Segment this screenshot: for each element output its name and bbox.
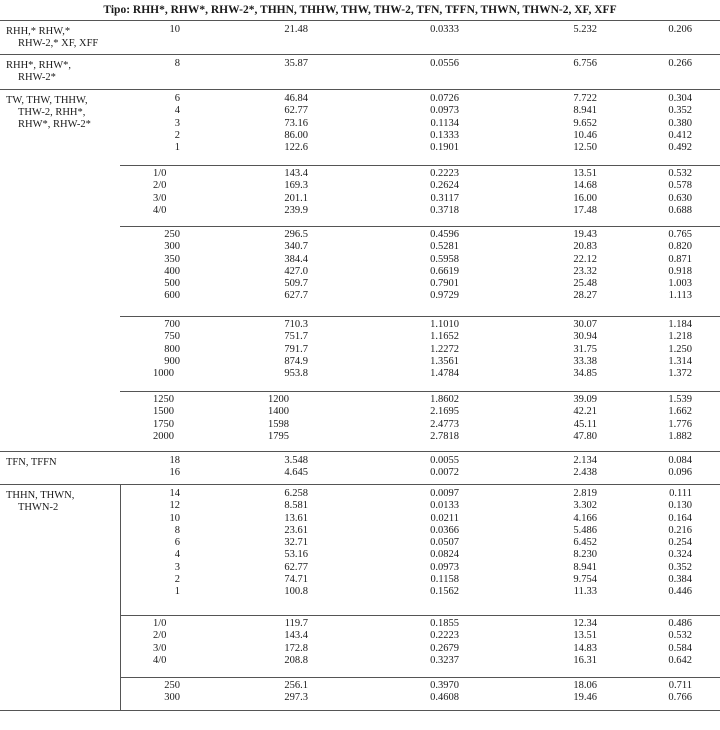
table-row [0, 319, 720, 331]
size-cell: 14 [169, 488, 180, 499]
diameter-mm-cell: 14.68 [573, 180, 597, 192]
table-row [0, 93, 720, 105]
size-cell: 350 [164, 253, 180, 265]
size-cell: 4/0 [153, 204, 167, 216]
diameter-mm-cell: 9.652 [573, 117, 597, 129]
diameter-in-cell: 0.532 [668, 168, 692, 179]
diameter-mm-cell: 18.06 [573, 680, 597, 691]
table-row [0, 130, 720, 142]
size-cell: 16 [169, 467, 180, 479]
diameter-mm-cell: 28.27 [573, 290, 597, 302]
diameter-in-cell: 0.630 [668, 192, 692, 204]
area-mm2-cell: 62.77 [284, 105, 308, 117]
diameter-mm-cell: 8.941 [573, 105, 597, 117]
size-cell: 8 [174, 58, 180, 69]
area-in2-cell: 0.2223 [430, 630, 459, 642]
area-mm2-cell: 53.16 [284, 549, 308, 561]
area-mm2-cell: 119.7 [284, 618, 308, 629]
diameter-in-cell: 1.003 [668, 278, 692, 289]
conductor-type-line: RHW*, RHW-2* [18, 119, 91, 130]
area-in2-cell: 0.3718 [430, 204, 459, 216]
area-in2-cell: 0.0973 [430, 105, 459, 117]
area-mm2-cell: 143.4 [284, 168, 308, 179]
conductor-type-line: THHN, THWN, [6, 490, 75, 501]
diameter-mm-cell: 16.00 [573, 192, 597, 204]
table-row [0, 254, 720, 266]
diameter-mm-cell: 20.83 [573, 241, 597, 253]
diameter-in-cell: 0.871 [668, 253, 692, 265]
area-mm2-cell: 427.0 [284, 265, 308, 277]
diameter-mm-cell: 33.38 [573, 355, 597, 367]
area-in2-cell: 0.7901 [430, 278, 459, 289]
area-in2-cell: 0.4608 [430, 692, 459, 704]
conductor-group [0, 21, 720, 55]
table-row [0, 24, 720, 36]
area-mm2-cell: 23.61 [284, 524, 308, 536]
table-header: Tipo: RHH*, RHW*, RHW-2*, THHN, THHW, THW, THW-2, TFN, TFFN, THWN, THWN-2, XF, XFF [0, 0, 720, 21]
diameter-in-cell: 0.642 [668, 654, 692, 666]
size-cell: 1 [174, 586, 180, 597]
table-row [0, 586, 720, 598]
table-row [0, 455, 720, 467]
area-mm2-cell: 35.87 [284, 58, 308, 69]
table-row [0, 118, 720, 130]
area-in2-cell: 0.0726 [430, 93, 459, 104]
diameter-mm-cell: 3.302 [573, 500, 597, 512]
subgroup-divider [120, 316, 720, 317]
diameter-mm-cell: 2.438 [573, 467, 597, 479]
diameter-mm-cell: 6.452 [573, 537, 597, 548]
diameter-in-cell: 0.688 [668, 204, 692, 216]
table-row [0, 356, 720, 368]
diameter-mm-cell: 34.85 [573, 368, 597, 379]
table-row [0, 680, 720, 692]
table-row [0, 500, 720, 512]
conductor-type-line: RHW-2,* XF, XFF [18, 38, 99, 49]
area-in2-cell: 1.1652 [430, 331, 459, 343]
area-mm2-cell: 201.1 [284, 192, 308, 204]
area-in2-cell: 1.1010 [430, 319, 459, 330]
table-row [0, 431, 720, 443]
size-cell: 1250 [153, 394, 174, 405]
table-row [0, 618, 720, 630]
size-cell: 10 [169, 512, 180, 524]
diameter-in-cell: 0.384 [668, 573, 692, 585]
diameter-in-cell: 0.164 [668, 512, 692, 524]
area-in2-cell: 0.1901 [430, 142, 459, 153]
size-cell: 1000 [153, 368, 174, 379]
table-row [0, 180, 720, 192]
area-in2-cell: 0.2223 [430, 168, 459, 179]
area-in2-cell: 0.3237 [430, 654, 459, 666]
table-row [0, 655, 720, 667]
diameter-mm-cell: 19.46 [573, 692, 597, 704]
area-mm2-cell: 32.71 [284, 537, 308, 548]
area-in2-cell: 0.0211 [430, 512, 459, 524]
diameter-in-cell: 1.882 [668, 430, 692, 442]
subgroup-divider [120, 391, 720, 392]
diameter-mm-cell: 2.819 [573, 488, 597, 499]
area-mm2-cell: 1400 [268, 406, 289, 418]
subgroup-divider [120, 677, 720, 678]
size-cell: 10 [169, 24, 180, 35]
table-row [0, 394, 720, 406]
table-row [0, 562, 720, 574]
area-in2-cell: 0.3970 [430, 680, 459, 691]
diameter-mm-cell: 8.230 [573, 549, 597, 561]
diameter-in-cell: 1.776 [668, 418, 692, 430]
area-in2-cell: 0.1134 [430, 117, 459, 129]
table-row [0, 142, 720, 154]
size-cell: 18 [169, 455, 180, 466]
diameter-mm-cell: 13.51 [573, 630, 597, 642]
area-mm2-cell: 62.77 [284, 561, 308, 573]
conductor-type-line: RHH,* RHW,* [6, 26, 71, 37]
area-in2-cell: 0.0556 [430, 58, 459, 69]
area-mm2-cell: 874.9 [284, 355, 308, 367]
size-cell: 6 [174, 537, 180, 548]
diameter-in-cell: 1.184 [668, 319, 692, 330]
area-mm2-cell: 509.7 [284, 278, 308, 289]
diameter-mm-cell: 19.43 [573, 229, 597, 240]
diameter-mm-cell: 12.34 [573, 618, 597, 629]
diameter-in-cell: 1.539 [668, 394, 692, 405]
diameter-in-cell: 0.446 [668, 586, 692, 597]
area-in2-cell: 0.0366 [430, 524, 459, 536]
area-in2-cell: 0.0072 [430, 467, 459, 479]
conductor-type-line: THW-2, RHH*, [18, 107, 86, 118]
area-in2-cell: 0.0507 [430, 537, 459, 548]
area-mm2-cell: 46.84 [284, 93, 308, 104]
size-cell: 8 [174, 524, 180, 536]
area-in2-cell: 0.1855 [430, 618, 459, 629]
diameter-mm-cell: 11.33 [573, 586, 597, 597]
area-in2-cell: 0.3117 [430, 192, 459, 204]
diameter-in-cell: 0.918 [668, 265, 692, 277]
size-cell: 3/0 [153, 642, 167, 654]
area-mm2-cell: 13.61 [284, 512, 308, 524]
area-mm2-cell: 297.3 [284, 692, 308, 704]
area-in2-cell: 1.8602 [430, 394, 459, 405]
area-mm2-cell: 239.9 [284, 204, 308, 216]
diameter-in-cell: 0.352 [668, 561, 692, 573]
size-cell: 300 [164, 692, 180, 704]
table-row [0, 692, 720, 704]
area-in2-cell: 0.2679 [430, 642, 459, 654]
diameter-mm-cell: 9.754 [573, 573, 597, 585]
size-cell: 3 [174, 561, 180, 573]
diameter-in-cell: 1.372 [668, 368, 692, 379]
size-cell: 700 [164, 319, 180, 330]
diameter-in-cell: 0.584 [668, 642, 692, 654]
diameter-in-cell: 0.820 [668, 241, 692, 253]
size-cell: 12 [169, 500, 180, 512]
diameter-mm-cell: 8.941 [573, 561, 597, 573]
size-cell: 2/0 [153, 180, 167, 192]
area-mm2-cell: 21.48 [284, 24, 308, 35]
size-cell: 2/0 [153, 630, 167, 642]
diameter-mm-cell: 10.46 [573, 129, 597, 141]
diameter-mm-cell: 25.48 [573, 278, 597, 289]
diameter-mm-cell: 23.32 [573, 265, 597, 277]
area-mm2-cell: 74.71 [284, 573, 308, 585]
diameter-in-cell: 0.206 [668, 24, 692, 35]
diameter-in-cell: 0.412 [668, 129, 692, 141]
conductor-type-line: RHH*, RHW*, [6, 60, 72, 71]
area-mm2-cell: 751.7 [284, 331, 308, 343]
table-row [0, 193, 720, 205]
size-cell: 400 [164, 265, 180, 277]
diameter-in-cell: 0.111 [669, 488, 692, 499]
area-in2-cell: 1.4784 [430, 368, 459, 379]
area-mm2-cell: 172.8 [284, 642, 308, 654]
size-cell: 250 [164, 229, 180, 240]
table-row [0, 537, 720, 549]
diameter-in-cell: 1.113 [668, 290, 692, 302]
area-in2-cell: 0.5958 [430, 253, 459, 265]
diameter-mm-cell: 14.83 [573, 642, 597, 654]
area-mm2-cell: 3.548 [284, 455, 308, 466]
size-cell: 500 [164, 278, 180, 289]
table-row [0, 488, 720, 500]
diameter-mm-cell: 47.80 [573, 430, 597, 442]
diameter-in-cell: 0.096 [668, 467, 692, 479]
diameter-mm-cell: 6.756 [573, 58, 597, 69]
area-mm2-cell: 143.4 [284, 630, 308, 642]
area-in2-cell: 1.2272 [430, 343, 459, 355]
size-cell: 4 [174, 549, 180, 561]
area-mm2-cell: 953.8 [284, 368, 308, 379]
table-row [0, 525, 720, 537]
table-row [0, 58, 720, 70]
diameter-mm-cell: 7.722 [573, 93, 597, 104]
diameter-in-cell: 0.084 [668, 455, 692, 466]
table-row [0, 467, 720, 479]
area-mm2-cell: 791.7 [284, 343, 308, 355]
table-row [0, 419, 720, 431]
table-row [0, 630, 720, 642]
size-cell: 2000 [153, 430, 174, 442]
area-mm2-cell: 1598 [268, 418, 289, 430]
size-cell: 900 [164, 355, 180, 367]
table-row [0, 290, 720, 302]
table-row [0, 344, 720, 356]
table-row [0, 105, 720, 117]
diameter-in-cell: 0.352 [668, 105, 692, 117]
conductor-type-line: THWN-2 [18, 502, 59, 513]
diameter-in-cell: 1.662 [668, 406, 692, 418]
conductor-type-line: TW, THW, THHW, [6, 95, 88, 106]
size-cell: 1/0 [153, 168, 167, 179]
area-in2-cell: 0.0973 [430, 561, 459, 573]
area-in2-cell: 0.9729 [430, 290, 459, 302]
area-mm2-cell: 256.1 [284, 680, 308, 691]
size-cell: 600 [164, 290, 180, 302]
diameter-mm-cell: 12.50 [573, 142, 597, 153]
diameter-in-cell: 0.492 [668, 142, 692, 153]
area-in2-cell: 1.3561 [430, 355, 459, 367]
size-cell: 2 [174, 573, 180, 585]
size-cell: 2 [174, 129, 180, 141]
diameter-mm-cell: 30.94 [573, 331, 597, 343]
size-cell: 6 [174, 93, 180, 104]
diameter-mm-cell: 4.166 [573, 512, 597, 524]
size-cell: 750 [164, 331, 180, 343]
table-row [0, 205, 720, 217]
area-mm2-cell: 169.3 [284, 180, 308, 192]
table-row [0, 643, 720, 655]
area-mm2-cell: 296.5 [284, 229, 308, 240]
area-mm2-cell: 6.258 [284, 488, 308, 499]
area-mm2-cell: 710.3 [284, 319, 308, 330]
area-in2-cell: 0.1333 [430, 129, 459, 141]
conductor-type-line: RHW-2* [18, 72, 56, 83]
conductor-group [0, 485, 720, 711]
diameter-mm-cell: 16.31 [573, 654, 597, 666]
table-row [0, 331, 720, 343]
diameter-in-cell: 0.216 [668, 524, 692, 536]
diameter-in-cell: 0.765 [668, 229, 692, 240]
table-row [0, 368, 720, 380]
diameter-in-cell: 1.218 [668, 331, 692, 343]
area-mm2-cell: 86.00 [284, 129, 308, 141]
area-mm2-cell: 73.16 [284, 117, 308, 129]
conductor-group [0, 55, 720, 90]
diameter-mm-cell: 30.07 [573, 319, 597, 330]
area-in2-cell: 0.1562 [430, 586, 459, 597]
table-row [0, 278, 720, 290]
diameter-in-cell: 0.578 [668, 180, 692, 192]
size-cell: 250 [164, 680, 180, 691]
diameter-mm-cell: 5.232 [573, 24, 597, 35]
area-in2-cell: 2.4773 [430, 418, 459, 430]
diameter-in-cell: 0.532 [668, 630, 692, 642]
area-in2-cell: 0.4596 [430, 229, 459, 240]
area-mm2-cell: 1200 [268, 394, 289, 405]
diameter-in-cell: 0.304 [668, 93, 692, 104]
area-in2-cell: 0.5281 [430, 241, 459, 253]
conductor-type-line: TFN, TFFN [6, 457, 57, 468]
size-cell: 3/0 [153, 192, 167, 204]
diameter-mm-cell: 31.75 [573, 343, 597, 355]
area-mm2-cell: 1795 [268, 430, 289, 442]
diameter-in-cell: 0.130 [668, 500, 692, 512]
diameter-in-cell: 0.380 [668, 117, 692, 129]
size-cell: 3 [174, 117, 180, 129]
diameter-in-cell: 0.711 [668, 680, 692, 691]
area-in2-cell: 0.0097 [430, 488, 459, 499]
diameter-in-cell: 0.324 [668, 549, 692, 561]
size-cell: 4 [174, 105, 180, 117]
area-mm2-cell: 208.8 [284, 654, 308, 666]
table-row [0, 168, 720, 180]
diameter-mm-cell: 39.09 [573, 394, 597, 405]
diameter-mm-cell: 42.21 [573, 406, 597, 418]
diameter-in-cell: 1.250 [668, 343, 692, 355]
table-row [0, 266, 720, 278]
diameter-mm-cell: 22.12 [573, 253, 597, 265]
size-cell: 800 [164, 343, 180, 355]
area-in2-cell: 0.0333 [430, 24, 459, 35]
area-in2-cell: 0.2624 [430, 180, 459, 192]
table-row [0, 574, 720, 586]
area-mm2-cell: 4.645 [284, 467, 308, 479]
size-cell: 1 [174, 142, 180, 153]
area-mm2-cell: 627.7 [284, 290, 308, 302]
area-in2-cell: 0.6619 [430, 265, 459, 277]
table-row [0, 229, 720, 241]
area-mm2-cell: 8.581 [284, 500, 308, 512]
table-row [0, 549, 720, 561]
diameter-mm-cell: 17.48 [573, 204, 597, 216]
size-cell: 1500 [153, 406, 174, 418]
subgroup-divider [120, 165, 720, 166]
area-mm2-cell: 340.7 [284, 241, 308, 253]
area-mm2-cell: 384.4 [284, 253, 308, 265]
area-in2-cell: 0.0133 [430, 500, 459, 512]
diameter-mm-cell: 13.51 [573, 168, 597, 179]
table-row [0, 513, 720, 525]
diameter-in-cell: 1.314 [668, 355, 692, 367]
diameter-in-cell: 0.486 [668, 618, 692, 629]
size-cell: 4/0 [153, 654, 167, 666]
area-in2-cell: 2.7818 [430, 430, 459, 442]
area-mm2-cell: 100.8 [284, 586, 308, 597]
diameter-in-cell: 0.766 [668, 692, 692, 704]
diameter-in-cell: 0.266 [668, 58, 692, 69]
conductor-group [0, 452, 720, 485]
subgroup-divider [120, 615, 720, 616]
size-cell: 1750 [153, 418, 174, 430]
area-mm2-cell: 122.6 [284, 142, 308, 153]
diameter-mm-cell: 5.486 [573, 524, 597, 536]
diameter-mm-cell: 45.11 [573, 418, 597, 430]
area-in2-cell: 0.1158 [430, 573, 459, 585]
diameter-in-cell: 0.254 [668, 537, 692, 548]
conductor-group [0, 90, 720, 452]
area-in2-cell: 0.0824 [430, 549, 459, 561]
table-row [0, 406, 720, 418]
area-in2-cell: 2.1695 [430, 406, 459, 418]
area-in2-cell: 0.0055 [430, 455, 459, 466]
size-cell: 1/0 [153, 618, 167, 629]
table-row [0, 241, 720, 253]
subgroup-divider [120, 226, 720, 227]
size-cell: 300 [164, 241, 180, 253]
diameter-mm-cell: 2.134 [573, 455, 597, 466]
